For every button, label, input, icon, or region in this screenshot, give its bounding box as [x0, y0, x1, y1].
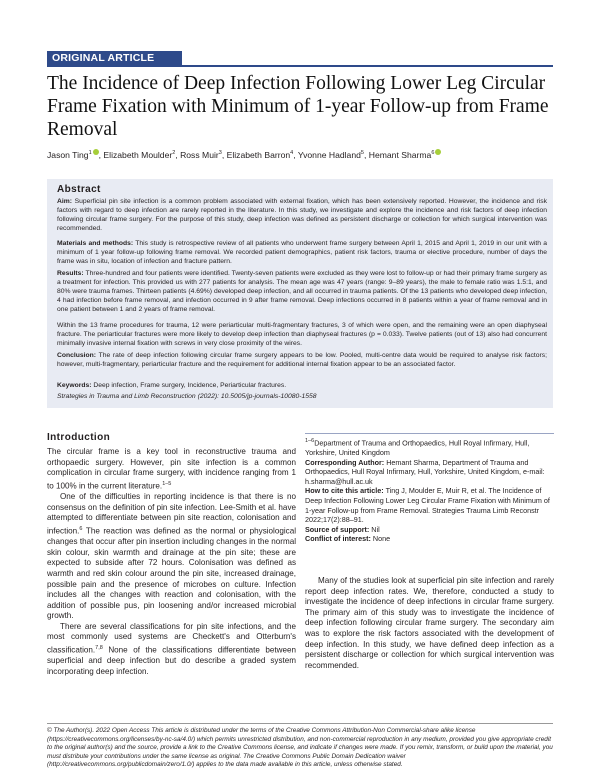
author[interactable]: Ross Muir — [180, 149, 219, 160]
abstract-methods — [57, 240, 547, 267]
conclusion-label: Conclusion: — [57, 352, 96, 359]
ref-link[interactable]: 1–5 — [162, 480, 172, 487]
author[interactable]: Elizabeth Moulder — [103, 149, 173, 160]
author[interactable]: Jason Ting — [47, 149, 89, 160]
abstract-aim — [57, 198, 547, 234]
introduction-body — [47, 447, 296, 678]
author[interactable]: Yvonne Hadland — [297, 149, 361, 160]
author[interactable]: Hemant Sharma — [368, 149, 432, 160]
intro-paragraph: The circular frame is a key tool in reconstructive trauma and orthopaedic surgery. However, pin site infection is a common complication in circular frame surgery, with incidence ranging from 1 to 100% in the current literature.$^{1-5}$ — [47, 447, 296, 491]
keywords-label: Keywords: — [57, 382, 92, 389]
author-affil: 1 — [88, 150, 92, 156]
orcid-icon[interactable] — [435, 149, 441, 155]
abstract-citation[interactable]: Strategies in Trauma and Limb Reconstruction (2022): 10.5005/jp-journals-10080-1558 — [57, 393, 317, 400]
license-footer: © The Author(s). 2022 Open Access This article is distributed under the terms of the Creative Commons Attribution-Non Commercial-share alike license (https://creativecommons.org/licenses/by-nc-sa/4.0/) which permits unrestricted distribution, and non-commercial reproduction in any medium, provided you give appropriate credit to the original author(s) and the source, provide a link to the Creative Commons license, and indicate if changes were made. If you remix, transform, or build upon the material, you must distribute your contributions under the same license as original. The Creative Commons Public Domain Dedication waiver (http://creativecommons.org/publicdomain/zero/1.0/) applies to the data made available in this article, unless otherwise stated. — [47, 727, 553, 768]
affiliation-rule — [305, 433, 554, 434]
methods-text: This study is retrospective review of all patients who underwent frame surgery between April 1, 2015 and April 1, 2019 in our unit with a minimum of 1 year follow-up following frame removal. We recorded patient demographics, patient risk factors, trauma or elective procedure, number of days the frame was in situ, location of infection and fracture pattern. — [57, 240, 547, 265]
article-type-tag: ORIGINAL ARTICLE — [47, 51, 182, 65]
abstract-keywords — [57, 382, 547, 391]
author[interactable]: Elizabeth Barron — [226, 149, 291, 160]
header-rule — [47, 65, 553, 67]
author-affil: 4 — [290, 150, 294, 156]
abstract-heading: Abstract — [57, 184, 101, 195]
author-affil: 5 — [360, 150, 364, 156]
abstract-results-2 — [57, 322, 547, 349]
aim-label: Aim: — [57, 198, 72, 205]
intro-paragraph: One of the difficulties in reporting incidence is that there is no consensus on the definition of pin site infection. Lee-Smith et al. have attempted to differentiate between pin site reaction, colonisation and infection.$^6$ The reaction was defined as the normal or physiological changes that occur after pin insertion including changes in the normal skin colour, skin warmth and drainage at the pin site; these are expected to subside after 72 hours. Colonisation was defined as warmth and red skin colour around the pin site, increased drainage, possible pain and the presence of microbes on culture. Infection includes all the changes with reaction and colonisation, with the addition of possible pus, pin loosening and/or increased microbial growth. — [47, 492, 296, 621]
abstract-conclusion — [57, 352, 547, 370]
results-label: Results: — [57, 270, 84, 277]
ref-link[interactable]: 6 — [79, 525, 83, 532]
aim-text: Superficial pin site infection is a common problem associated with external fixation, which has been extensively reported. However, the incidence and risk factors with regard to deep infection are rarely reported in the literature. In this study, we investigate and explore the incidence and risk factors of deep infection following circular frame surgery. For the purpose of this study, deep infection was defined as persistent discharge or collection for which surgical intervention was recommended. — [57, 198, 547, 232]
results-text-2: Within the 13 frame procedures for trauma, 12 were periarticular multi-fragmentary fractures, 3 of which were open, and the remaining were an open diaphyseal fracture. The periarticular fractures were more likely to develop deep infection than diaphyseal fractures (p = 0.033). Twelve patients (out of 13) also had concurrent minimally invasive internal fixation with screws in very close proximity of the wires. — [57, 322, 547, 347]
footer-rule — [47, 723, 553, 724]
intro-paragraph: There are several classifications for pin site infections, and the most commonly used systems are Checkett's and Otterburn's classification.$^{7,8}$ None of the classifications differentiate between superficial and deep infection but do describe a graded system incorporating deep infection. — [47, 621, 296, 676]
orcid-icon[interactable] — [93, 149, 99, 155]
corresponding-author: Corresponding Author: Hemant Sharma, Department of Trauma and Orthopaedics, Hull Royal Infirmary, Hull, Yorkshire, United Kingdom, e-mail: h.sharma@hull.ac.uk — [305, 457, 545, 486]
author-affil: 2 — [172, 150, 176, 156]
results-text: Three-hundred and four patients were identified. Twenty-seven patients were excluded as they were lost to follow-up or had their primary frame surgery as a treatment for infection. This provided us with 277 patients for analysis. The mean age was 47 years (range: 9–89 years), the male to female ratio was 1.5:1, and 80% were trauma frames. Thirteen patients (4.69%) developed deep infection, and all occurred in trauma patients. Of the 13 patients who developed deep infection, 4 had infection before frame removal, and infection occurred in 9 after frame removal. Deep infections occurred in 8 patients within a year of frame removal and in one patient between 1 and 2 years of frame removal. — [57, 270, 547, 313]
keywords-text: Deep infection, Frame surgery, Incidence, Periarticular fractures. — [93, 382, 287, 389]
how-to-cite: How to cite this article: Ting J, Moulder E, Muir R, et al. The Incidence of Deep Infection Following Lower Leg Circular Frame Fixation with Minimum of 1-year Follow-up from Frame Removal. Strategies Trauma Limb Reconstr 2022;17(2):88–91. — [305, 486, 550, 525]
conflict-of-interest: Conflict of interest: None — [305, 534, 391, 544]
article-title: The Incidence of Deep Infection Following Lower Leg Circular Frame Fixation with Minimum of 1-year Follow-up from Frame Removal — [47, 73, 549, 140]
intro-right-paragraph: Many of the studies look at superficial pin site infection and rarely report deep infection rates. We, therefore, conducted a study to investigate the incidence of deep infections in circular frame surgery. The primary aim of this study was to investigate the incidence of deep infection following circular frame surgery. The secondary aim was to explore the risk factors associated with the development of deep infection. In this study, we have defined deep infection as a persistent discharge or collection for which surgical intervention was recommended. — [305, 576, 554, 670]
author-affil: 3 — [218, 150, 222, 156]
abstract-results — [57, 270, 547, 315]
affiliation-block — [305, 437, 554, 544]
methods-label: Materials and methods: — [57, 240, 134, 247]
introduction-heading: Introduction — [47, 432, 111, 443]
ref-link[interactable]: 7,8 — [95, 645, 103, 652]
affiliation: $^{1-6}$Department of Trauma and Orthopaedics, Hull Royal Infirmary, Hull, Yorkshire, United Kingdom — [305, 438, 530, 457]
author-list: Jason Ting$^1$ , Elizabeth Moulder$^2$, Ross Muir$^3$, Elizabeth Barron$^4$, Yvonne Hadland$^5$, Hemant Sharma$^6$ — [47, 148, 557, 161]
author-affil: 6 — [431, 150, 435, 156]
source-of-support: Source of support: Nil — [305, 524, 380, 534]
conclusion-text: The rate of deep infection following circular frame surgery appears to be low. Pooled, multi-centre data would be required to analyse risk factors; however, multi-fragmentary, periarticular fracture and the requirement for additional internal fixation appear to be an associated factor. — [57, 352, 547, 368]
